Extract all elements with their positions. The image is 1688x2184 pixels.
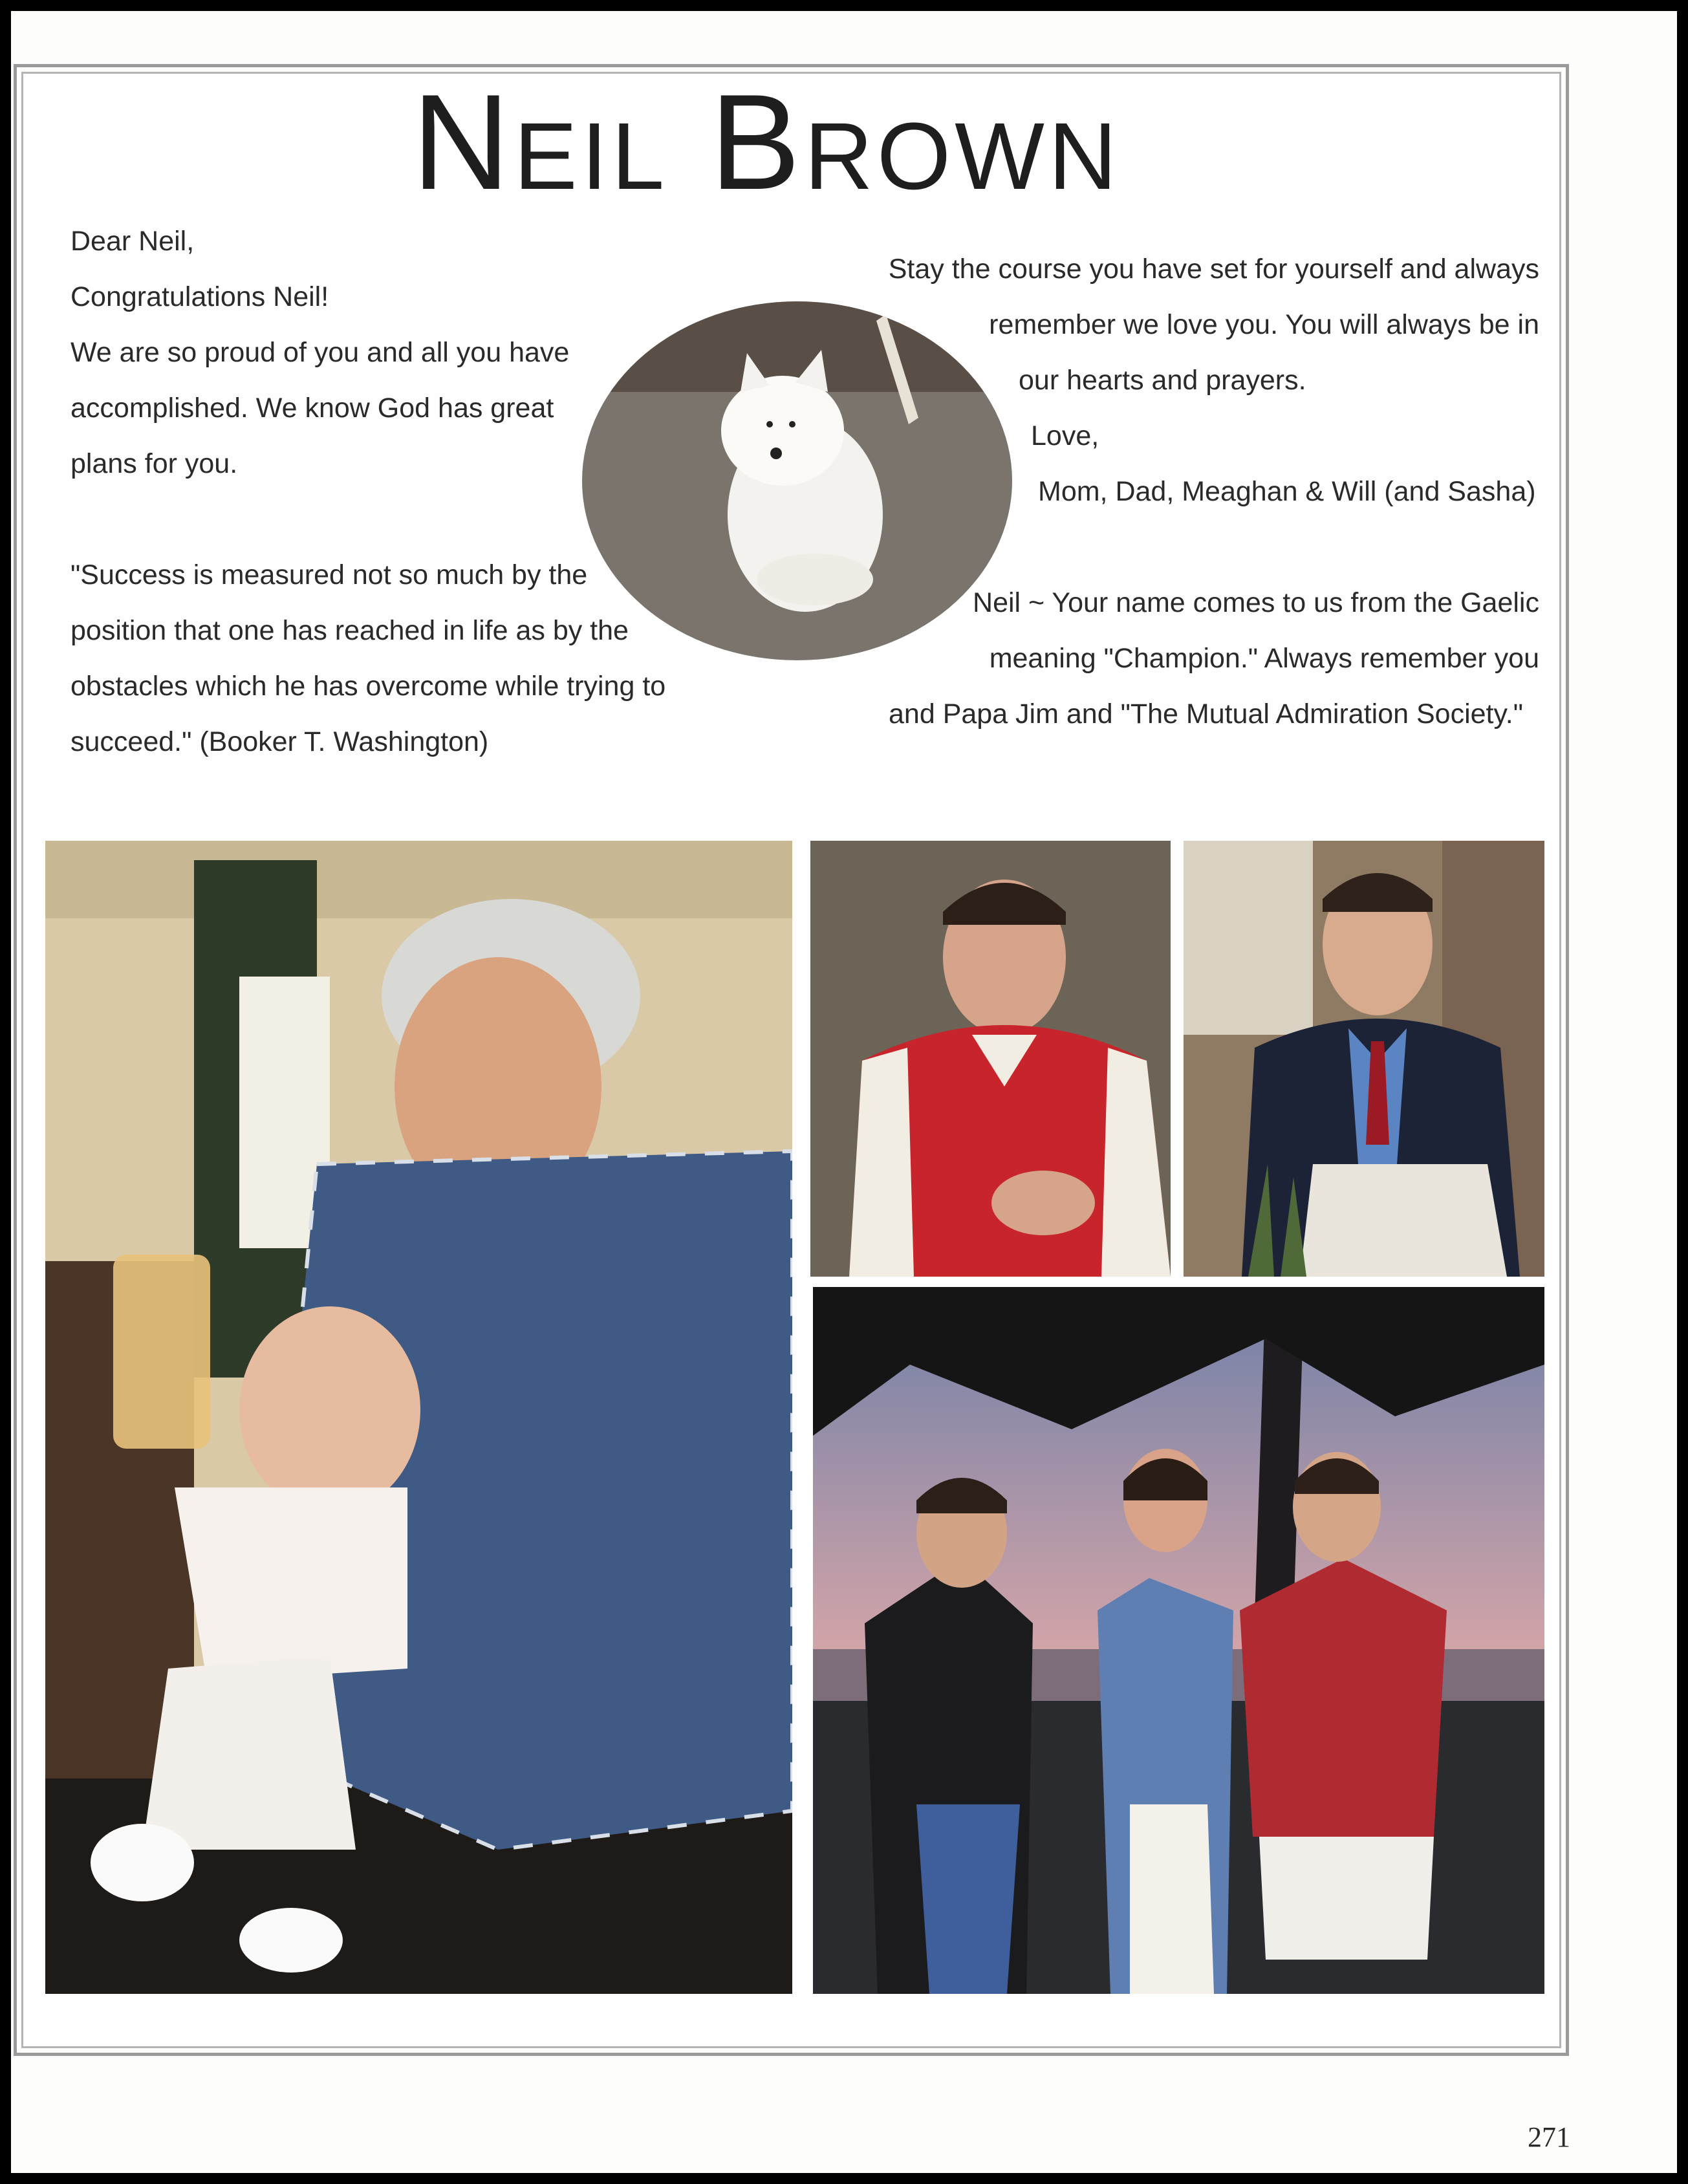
name-meaning-line: meaning "Champion." Always remember you [989, 643, 1539, 674]
letter-line: remember we love you. You will always be in [989, 309, 1539, 340]
quote-line: position that one has reached in life as by the [70, 615, 629, 646]
congrats-line: Congratulations Neil! [70, 281, 329, 312]
grandfather-with-baby-photo [45, 841, 792, 1994]
name-meaning-line: and Papa Jim and "The Mutual Admiration Society." [889, 698, 1524, 730]
letter-line: our hearts and prayers. [1019, 365, 1306, 396]
letterman-jacket-portrait [810, 841, 1171, 1277]
name-meaning-line: Neil ~ Your name comes to us from the Gaelic [973, 587, 1539, 618]
suit-portrait [1184, 841, 1544, 1277]
letter-line: plans for you. [70, 448, 238, 479]
quote-line: "Success is measured not so much by the [70, 559, 588, 590]
greeting: Dear Neil, [70, 226, 195, 257]
closing: Love, [1031, 420, 1099, 451]
page-title: Neil Brown [411, 66, 1121, 218]
letter-line: Stay the course you have set for yourself and always [888, 254, 1539, 285]
letter-line: accomplished. We know God has great [70, 393, 554, 424]
quote-line: obstacles which he has overcome while trying to [70, 671, 666, 702]
siblings-under-palm-photo [813, 1287, 1544, 1994]
quote-line: succeed." (Booker T. Washington) [70, 726, 489, 757]
puppy-photo [582, 301, 1012, 660]
signature: Mom, Dad, Meaghan & Will (and Sasha) [1038, 476, 1536, 507]
letter-line: We are so proud of you and all you have [70, 337, 570, 368]
page-number: 271 [1528, 2121, 1570, 2153]
